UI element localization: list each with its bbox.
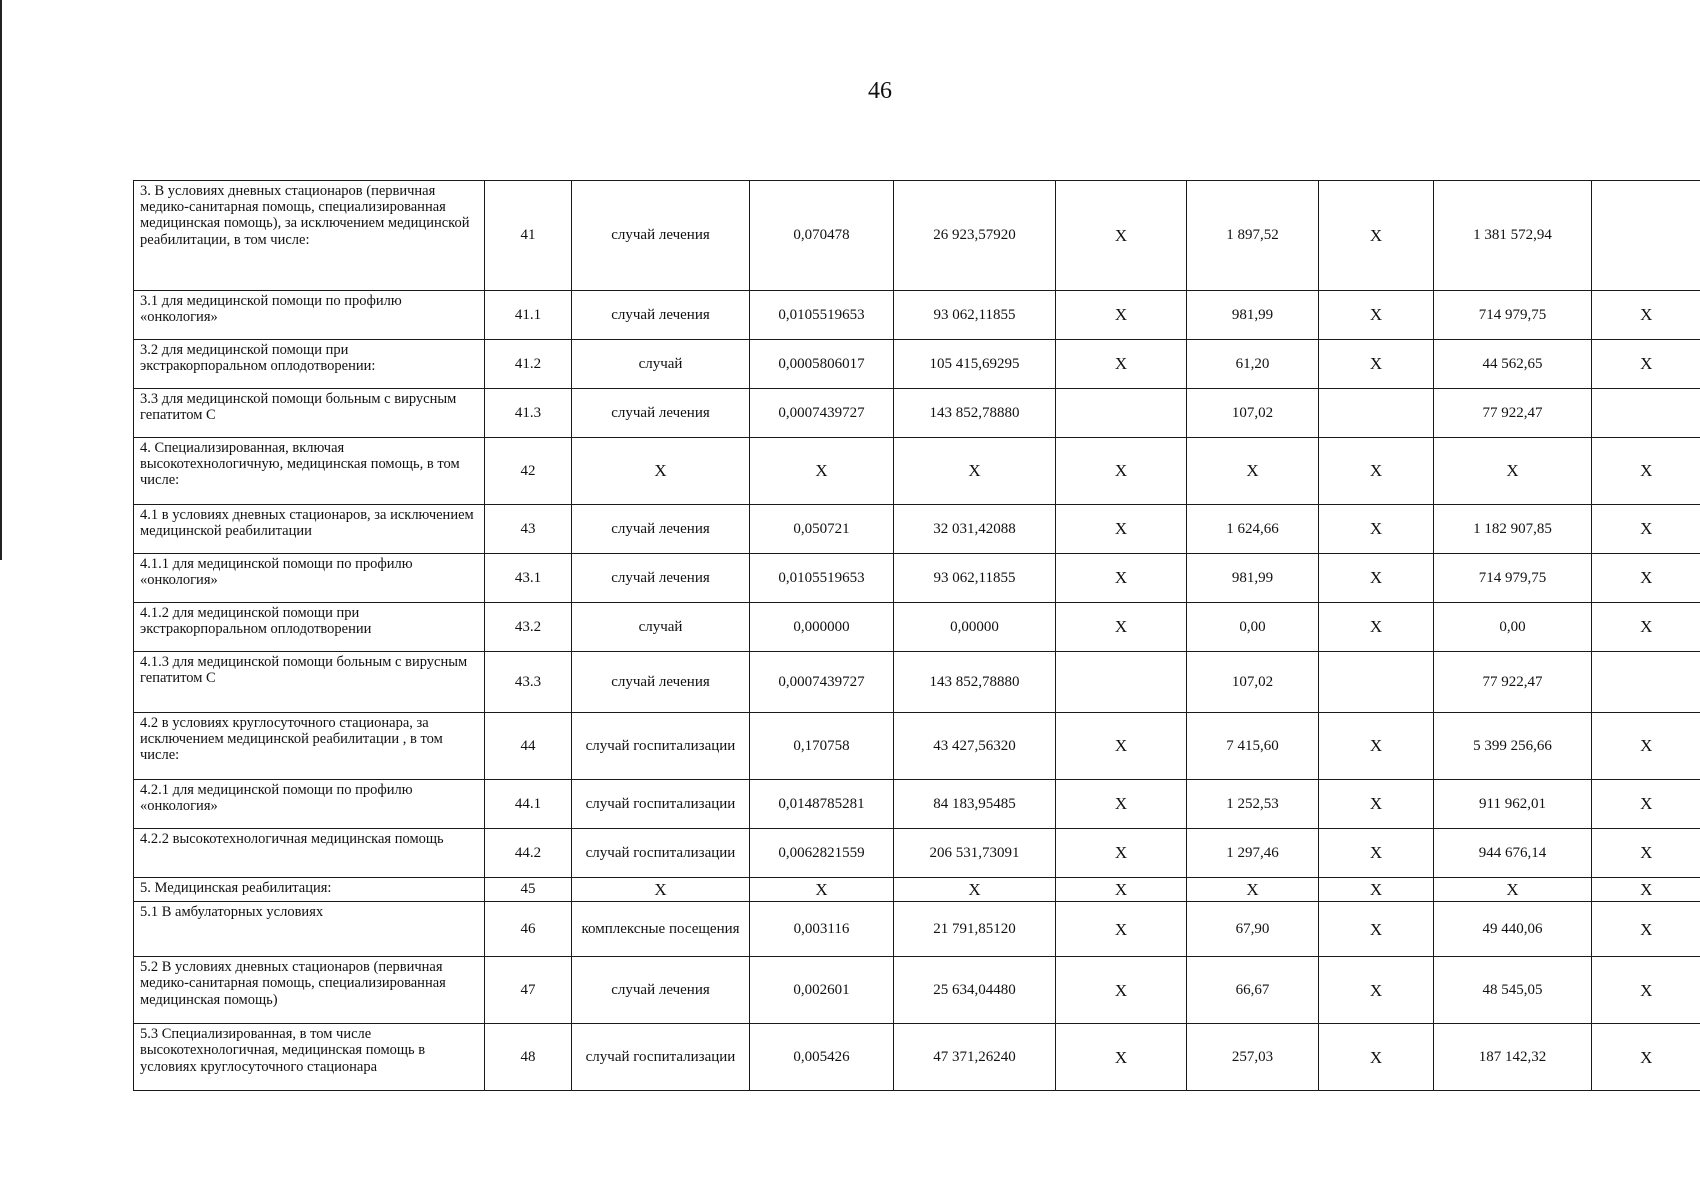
row-col9: 1 381 572,94 <box>1434 181 1592 291</box>
row-code: 41 <box>485 181 572 291</box>
page-number: 46 <box>868 78 892 104</box>
row-col7: 67,90 <box>1187 902 1319 957</box>
row-col7: 7 415,60 <box>1187 713 1319 780</box>
row-cost: 93 062,11855 <box>894 554 1056 603</box>
row-col10 <box>1592 181 1700 291</box>
row-col9: 5 399 256,66 <box>1434 713 1592 780</box>
row-name: 4.1.3 для медицинской помощи больным с вирусным гепатитом С <box>134 652 485 713</box>
row-col9: 187 142,32 <box>1434 1024 1592 1091</box>
row-norm: 0,0105519653 <box>750 554 894 603</box>
table-row <box>134 181 1700 291</box>
row-col8: X <box>1319 780 1434 829</box>
row-col8: X <box>1319 713 1434 780</box>
row-col8 <box>1319 652 1434 713</box>
row-code: 45 <box>485 878 572 902</box>
row-unit: случай <box>572 603 750 652</box>
row-col9: 77 922,47 <box>1434 652 1592 713</box>
row-col10 <box>1592 389 1700 438</box>
row-col8 <box>1319 389 1434 438</box>
row-code: 44 <box>485 713 572 780</box>
table-row <box>134 713 1700 780</box>
row-norm: 0,000000 <box>750 603 894 652</box>
row-col8: X <box>1319 505 1434 554</box>
table-row <box>134 389 1700 438</box>
row-col7: 257,03 <box>1187 1024 1319 1091</box>
table-row <box>134 505 1700 554</box>
row-col8: X <box>1319 291 1434 340</box>
row-name: 4.2 в условиях круглосуточного стационара, за исключением медицинской реабилитации , в том числе: <box>134 713 485 780</box>
row-name: 5.2 В условиях дневных стационаров (первичная медико-санитарная помощь, специализированная медицинская помощь) <box>134 957 485 1024</box>
table-row <box>134 780 1700 829</box>
table-row <box>134 603 1700 652</box>
row-cost: 21 791,85120 <box>894 902 1056 957</box>
row-name: 4.1 в условиях дневных стационаров, за исключением медицинской реабилитации <box>134 505 485 554</box>
row-col6: X <box>1056 829 1187 878</box>
row-cost: 143 852,78880 <box>894 652 1056 713</box>
row-cost: X <box>894 438 1056 505</box>
row-col9: 0,00 <box>1434 603 1592 652</box>
row-col6: X <box>1056 1024 1187 1091</box>
row-code: 43.3 <box>485 652 572 713</box>
row-col10: X <box>1592 902 1700 957</box>
row-cost: 93 062,11855 <box>894 291 1056 340</box>
row-col6 <box>1056 652 1187 713</box>
row-col6: X <box>1056 181 1187 291</box>
row-norm: X <box>750 878 894 902</box>
row-col10: X <box>1592 340 1700 389</box>
row-col8: X <box>1319 181 1434 291</box>
row-cost: 26 923,57920 <box>894 181 1056 291</box>
row-col8: X <box>1319 1024 1434 1091</box>
row-col7: 981,99 <box>1187 291 1319 340</box>
row-col7: X <box>1187 438 1319 505</box>
row-norm: 0,002601 <box>750 957 894 1024</box>
row-col7: 66,67 <box>1187 957 1319 1024</box>
row-code: 43.2 <box>485 603 572 652</box>
row-col7: 1 897,52 <box>1187 181 1319 291</box>
row-cost: 105 415,69295 <box>894 340 1056 389</box>
table-row <box>134 291 1700 340</box>
row-norm: 0,170758 <box>750 713 894 780</box>
row-col9: 911 962,01 <box>1434 780 1592 829</box>
row-cost: 206 531,73091 <box>894 829 1056 878</box>
row-col8: X <box>1319 829 1434 878</box>
row-col9: 714 979,75 <box>1434 554 1592 603</box>
row-name: 4.2.2 высокотехнологичная медицинская помощь <box>134 829 485 878</box>
row-name: 4.1.2 для медицинской помощи при экстракорпоральном оплодотворении <box>134 603 485 652</box>
row-unit: случай <box>572 340 750 389</box>
row-cost: 143 852,78880 <box>894 389 1056 438</box>
row-code: 41.1 <box>485 291 572 340</box>
row-unit: случай госпитализации <box>572 713 750 780</box>
row-norm: 0,070478 <box>750 181 894 291</box>
row-col6: X <box>1056 438 1187 505</box>
table-row <box>134 878 1700 902</box>
table-row <box>134 957 1700 1024</box>
row-col7: 1 624,66 <box>1187 505 1319 554</box>
row-cost: X <box>894 878 1056 902</box>
row-norm: 0,0007439727 <box>750 389 894 438</box>
row-col6: X <box>1056 291 1187 340</box>
row-col10 <box>1592 652 1700 713</box>
row-unit: случай лечения <box>572 652 750 713</box>
row-code: 44.2 <box>485 829 572 878</box>
row-code: 44.1 <box>485 780 572 829</box>
row-unit: случай госпитализации <box>572 1024 750 1091</box>
row-norm: 0,005426 <box>750 1024 894 1091</box>
row-unit: случай лечения <box>572 389 750 438</box>
row-col6: X <box>1056 554 1187 603</box>
row-col6: X <box>1056 603 1187 652</box>
row-col8: X <box>1319 603 1434 652</box>
row-col6: X <box>1056 957 1187 1024</box>
row-unit: случай госпитализации <box>572 829 750 878</box>
row-code: 41.3 <box>485 389 572 438</box>
row-norm: 0,0062821559 <box>750 829 894 878</box>
row-cost: 84 183,95485 <box>894 780 1056 829</box>
row-col6: X <box>1056 780 1187 829</box>
row-col7: 61,20 <box>1187 340 1319 389</box>
row-code: 43.1 <box>485 554 572 603</box>
row-col7: 0,00 <box>1187 603 1319 652</box>
row-col10: X <box>1592 957 1700 1024</box>
row-col10: X <box>1592 554 1700 603</box>
row-col8: X <box>1319 340 1434 389</box>
row-name: 4.2.1 для медицинской помощи по профилю «онкология» <box>134 780 485 829</box>
row-norm: 0,0105519653 <box>750 291 894 340</box>
row-col9: 1 182 907,85 <box>1434 505 1592 554</box>
row-norm: 0,0007439727 <box>750 652 894 713</box>
row-col10: X <box>1592 291 1700 340</box>
row-norm: 0,003116 <box>750 902 894 957</box>
row-col8: X <box>1319 902 1434 957</box>
row-code: 41.2 <box>485 340 572 389</box>
row-cost: 32 031,42088 <box>894 505 1056 554</box>
row-norm: 0,0148785281 <box>750 780 894 829</box>
row-unit: случай госпитализации <box>572 780 750 829</box>
row-name: 3. В условиях дневных стационаров (первичная медико-санитарная помощь, специализированная медицинская помощь), за исключением медицинской реабилитации, в том числе: <box>134 181 485 291</box>
table-row <box>134 438 1700 505</box>
row-col7: X <box>1187 878 1319 902</box>
row-unit: случай лечения <box>572 957 750 1024</box>
row-col10: X <box>1592 878 1700 902</box>
row-col10: X <box>1592 1024 1700 1091</box>
row-col7: 107,02 <box>1187 652 1319 713</box>
row-col10: X <box>1592 603 1700 652</box>
row-col6: X <box>1056 878 1187 902</box>
row-col7: 1 252,53 <box>1187 780 1319 829</box>
row-unit: случай лечения <box>572 181 750 291</box>
row-col10: X <box>1592 713 1700 780</box>
row-col9: 44 562,65 <box>1434 340 1592 389</box>
row-unit: случай лечения <box>572 554 750 603</box>
row-code: 43 <box>485 505 572 554</box>
row-col7: 107,02 <box>1187 389 1319 438</box>
row-cost: 47 371,26240 <box>894 1024 1056 1091</box>
table-row <box>134 829 1700 878</box>
row-name: 5.3 Специализированная, в том числе высокотехнологичная, медицинская помощь в условиях круглосуточного стационара <box>134 1024 485 1091</box>
row-col9: X <box>1434 438 1592 505</box>
row-code: 48 <box>485 1024 572 1091</box>
table-row <box>134 554 1700 603</box>
row-name: 3.3 для медицинской помощи больным с вирусным гепатитом С <box>134 389 485 438</box>
row-col8: X <box>1319 438 1434 505</box>
row-col10: X <box>1592 829 1700 878</box>
row-col8: X <box>1319 878 1434 902</box>
row-col6: X <box>1056 505 1187 554</box>
row-col9: 48 545,05 <box>1434 957 1592 1024</box>
row-col9: 944 676,14 <box>1434 829 1592 878</box>
row-unit: X <box>572 878 750 902</box>
row-col7: 981,99 <box>1187 554 1319 603</box>
row-col10: X <box>1592 438 1700 505</box>
row-name: 4.1.1 для медицинской помощи по профилю «онкология» <box>134 554 485 603</box>
row-cost: 25 634,04480 <box>894 957 1056 1024</box>
row-col8: X <box>1319 957 1434 1024</box>
row-code: 47 <box>485 957 572 1024</box>
row-col9: 77 922,47 <box>1434 389 1592 438</box>
row-col10: X <box>1592 505 1700 554</box>
row-unit: X <box>572 438 750 505</box>
row-col7: 1 297,46 <box>1187 829 1319 878</box>
volume-cost-table <box>133 180 1700 1091</box>
row-unit: комплексные посещения <box>572 902 750 957</box>
row-col9: 714 979,75 <box>1434 291 1592 340</box>
row-name: 5. Медицинская реабилитация: <box>134 878 485 902</box>
row-unit: случай лечения <box>572 291 750 340</box>
row-col6: X <box>1056 713 1187 780</box>
row-name: 3.2 для медицинской помощи при экстракорпоральном оплодотворении: <box>134 340 485 389</box>
table-row <box>134 340 1700 389</box>
row-code: 46 <box>485 902 572 957</box>
row-cost: 43 427,56320 <box>894 713 1056 780</box>
row-code: 42 <box>485 438 572 505</box>
table-row <box>134 902 1700 957</box>
row-cost: 0,00000 <box>894 603 1056 652</box>
row-col6 <box>1056 389 1187 438</box>
row-name: 5.1 В амбулаторных условиях <box>134 902 485 957</box>
table-row <box>134 652 1700 713</box>
row-name: 4. Специализированная, включая высокотехнологичную, медицинская помощь, в том числе: <box>134 438 485 505</box>
row-unit: случай лечения <box>572 505 750 554</box>
row-col8: X <box>1319 554 1434 603</box>
row-col6: X <box>1056 340 1187 389</box>
row-col10: X <box>1592 780 1700 829</box>
row-norm: 0,050721 <box>750 505 894 554</box>
row-col9: X <box>1434 878 1592 902</box>
row-norm: X <box>750 438 894 505</box>
row-col6: X <box>1056 902 1187 957</box>
row-norm: 0,0005806017 <box>750 340 894 389</box>
table-row <box>134 1024 1700 1091</box>
row-col9: 49 440,06 <box>1434 902 1592 957</box>
row-name: 3.1 для медицинской помощи по профилю «онкология» <box>134 291 485 340</box>
